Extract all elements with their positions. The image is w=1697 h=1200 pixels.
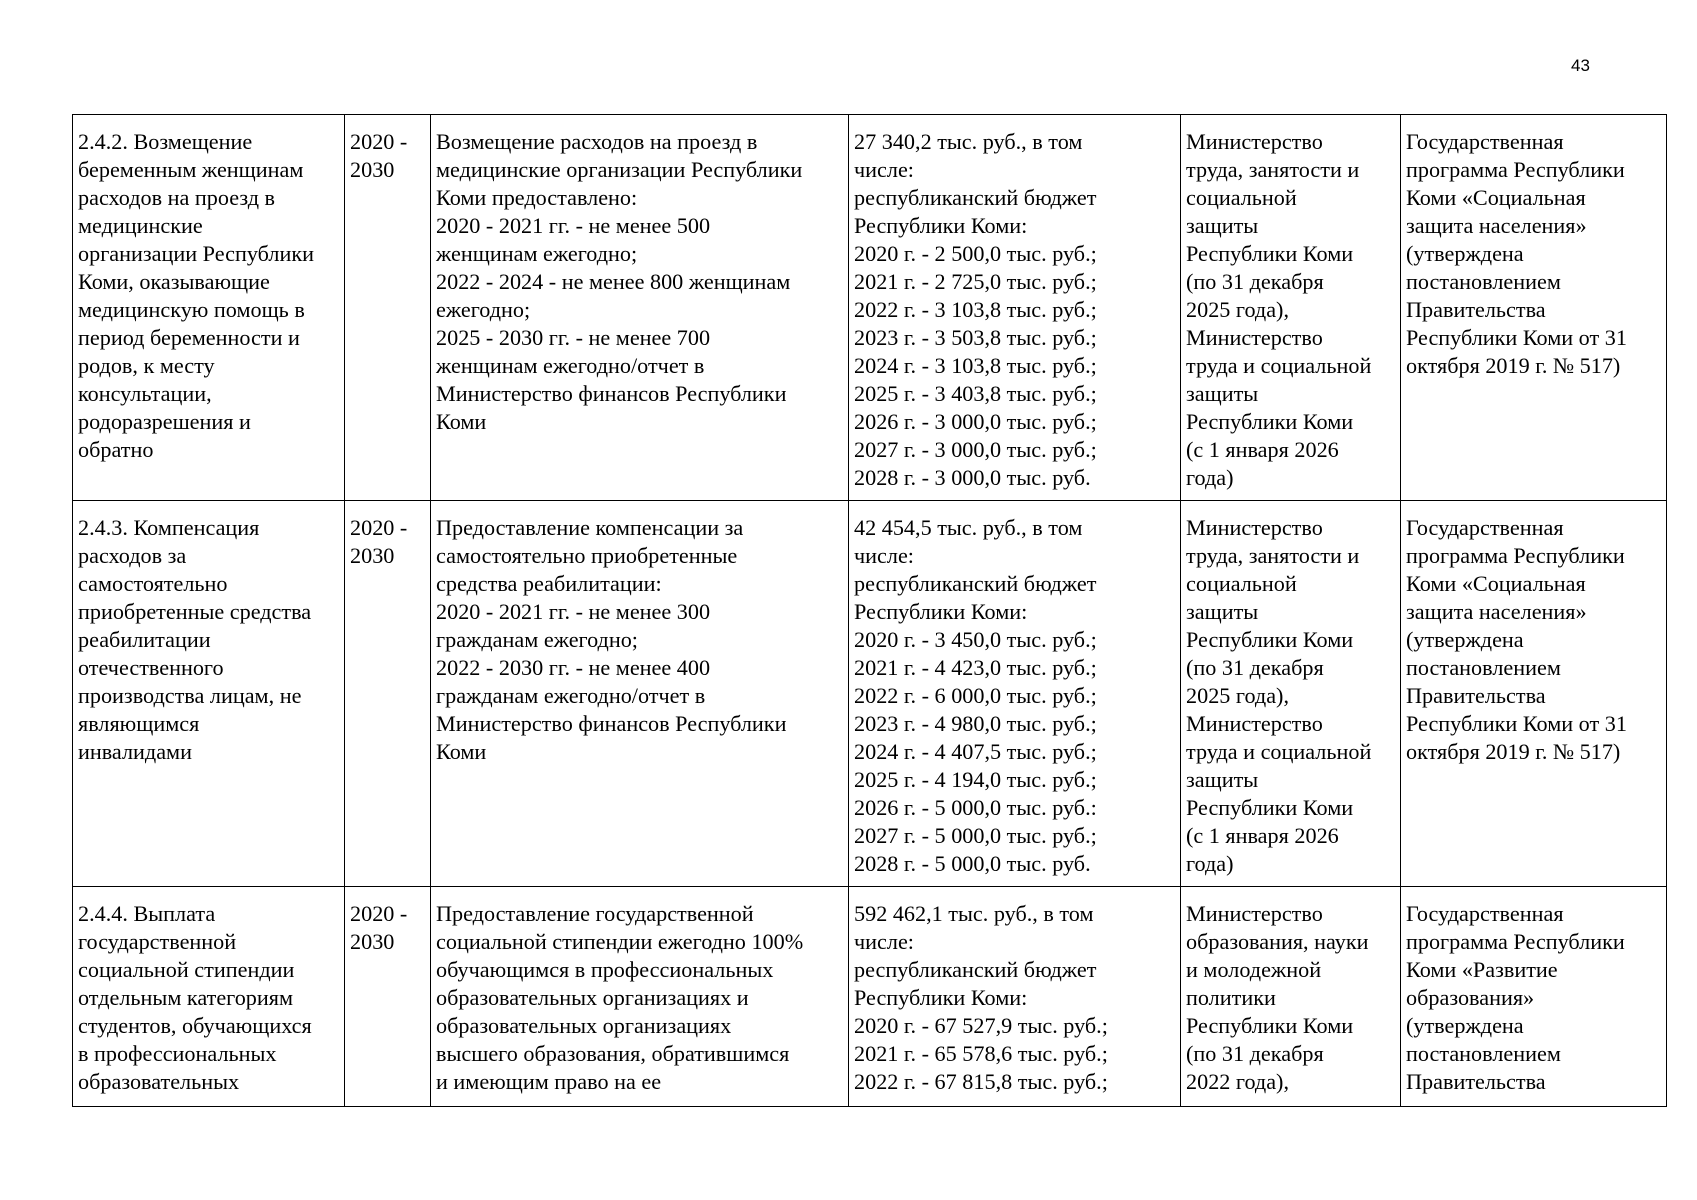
result-cell: Предоставление компенсации за самостоятельно приобретенные средства реабилитации: 2020 - 2021 гг. - не менее 300 гражданам ежегодно; 2022 - 2030 гг. - не менее 400 гражданам ежегодно/отчет в Министерство финансов Республики Коми [431,501,849,887]
page-number: 43 [1571,56,1590,75]
funding-cell: 42 454,5 тыс. руб., в том числе: республиканский бюджет Республики Коми: 2020 г. - 3 450,0 тыс. руб.; 2021 г. - 4 423,0 тыс. руб.; 2022 г. - 6 000,0 тыс. руб.; 2023 г. - 4 980,0 тыс. руб.; 2024 г. - 4 407,5 тыс. руб.; 2025 г. - 4 194,0 тыс. руб.; 2026 г. - 5 000,0 тыс. руб.: 2027 г. - 5 000,0 тыс. руб.; 2028 г. - 5 000,0 тыс. руб. [849,501,1181,887]
activity-cell: 2.4.3. Компенсация расходов за самостоятельно приобретенные средства реабилитации отечественного производства лицам, не являющимся инвалидами [73,501,345,887]
program-cell: Государственная программа Республики Коми «Социальная защита населения» (утверждена постановлением Правительства Республики Коми от 31 октября 2019 г. № 517) [1401,115,1667,501]
period-cell: 2020 - 2030 [345,887,431,1107]
period-cell: 2020 - 2030 [345,501,431,887]
activity-cell: 2.4.2. Возмещение беременным женщинам расходов на проезд в медицинские организации Республики Коми, оказывающие медицинскую помощь в период беременности и родов, к месту консультации, родоразрешения и обратно [73,115,345,501]
funding-cell: 592 462,1 тыс. руб., в том числе: республиканский бюджет Республики Коми: 2020 г. - 67 527,9 тыс. руб.; 2021 г. - 65 578,6 тыс. руб.; 2022 г. - 67 815,8 тыс. руб.; [849,887,1181,1107]
table-row [73,115,1667,501]
program-cell: Государственная программа Республики Коми «Развитие образования» (утверждена постановлением Правительства [1401,887,1667,1107]
result-cell: Предоставление государственной социальной стипендии ежегодно 100% обучающимся в профессиональных образовательных организациях и образовательных организациях высшего образования, обратившимся и имеющим право на ее [431,887,849,1107]
result-cell: Возмещение расходов на проезд в медицинские организации Республики Коми предоставлено: 2020 - 2021 гг. - не менее 500 женщинам ежегодно; 2022 - 2024 - не менее 800 женщинам ежегодно; 2025 - 2030 гг. - не менее 700 женщинам ежегодно/отчет в Министерство финансов Республики Коми [431,115,849,501]
funding-cell: 27 340,2 тыс. руб., в том числе: республиканский бюджет Республики Коми: 2020 г. - 2 500,0 тыс. руб.; 2021 г. - 2 725,0 тыс. руб.; 2022 г. - 3 103,8 тыс. руб.; 2023 г. - 3 503,8 тыс. руб.; 2024 г. - 3 103,8 тыс. руб.; 2025 г. - 3 403,8 тыс. руб.; 2026 г. - 3 000,0 тыс. руб.; 2027 г. - 3 000,0 тыс. руб.; 2028 г. - 3 000,0 тыс. руб. [849,115,1181,501]
table-row [73,501,1667,887]
executor-cell: Министерство труда, занятости и социальной защиты Республики Коми (по 31 декабря 2025 года), Министерство труда и социальной защиты Республики Коми (с 1 января 2026 года) [1181,115,1401,501]
executor-cell: Министерство образования, науки и молодежной политики Республики Коми (по 31 декабря 2022 года), [1181,887,1401,1107]
activity-cell: 2.4.4. Выплата государственной социальной стипендии отдельным категориям студентов, обучающихся в профессиональных образовательных [73,887,345,1107]
period-cell: 2020 - 2030 [345,115,431,501]
program-cell: Государственная программа Республики Коми «Социальная защита населения» (утверждена постановлением Правительства Республики Коми от 31 октября 2019 г. № 517) [1401,501,1667,887]
executor-cell: Министерство труда, занятости и социальной защиты Республики Коми (по 31 декабря 2025 года), Министерство труда и социальной защиты Республики Коми (с 1 января 2026 года) [1181,501,1401,887]
measures-table [72,114,1667,1107]
table-row [73,887,1667,1107]
